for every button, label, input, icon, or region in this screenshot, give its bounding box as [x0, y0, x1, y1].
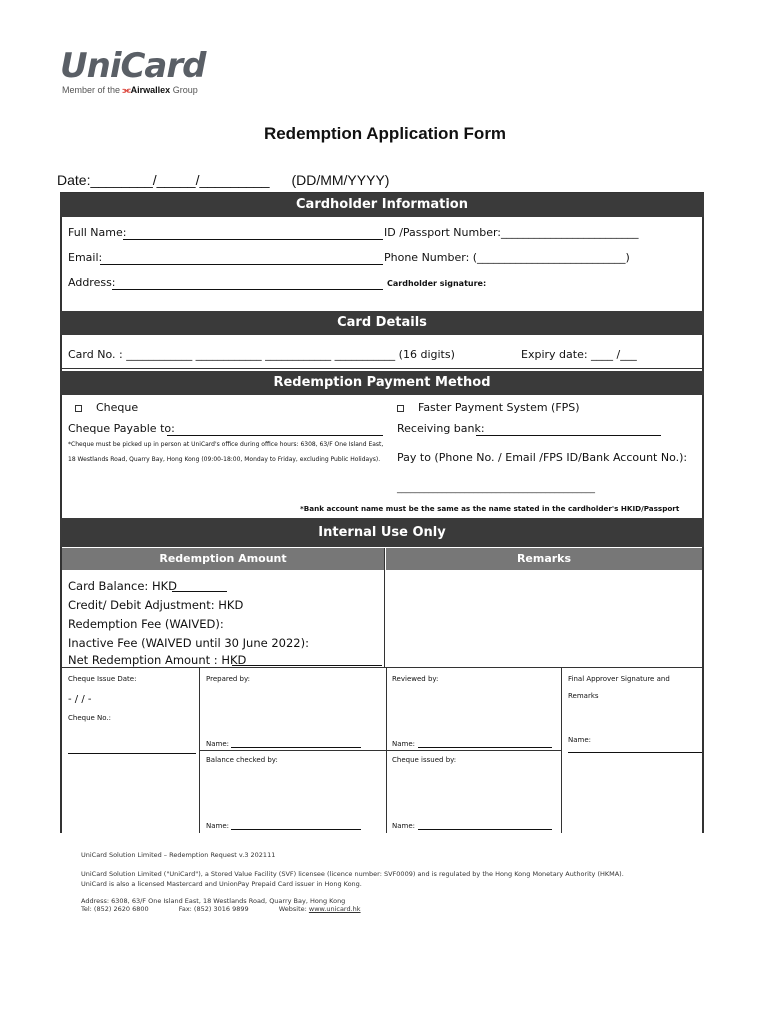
- cardholder-signature-field[interactable]: Cardholder signature:: [387, 279, 487, 288]
- footer-license-1: UniCard Solution Limited ("UniCard"), a Stored Value Facility (SVF) licensee (licence number: SVF0009) and is regulated by the Hong Kong Monetary Authority (HKMA).: [81, 870, 624, 878]
- grid-line: [561, 667, 562, 833]
- reviewed-by-label: Reviewed by:: [392, 675, 439, 683]
- cheque-option[interactable]: [75, 401, 138, 414]
- date-format: (DD/MM/YYYY): [291, 172, 390, 188]
- date-field[interactable]: [57, 172, 389, 188]
- card-details-heading: Card Details: [60, 311, 704, 335]
- redemption-amount-header: Redemption Amount: [62, 548, 384, 570]
- balance-checked-label: Balance checked by:: [206, 756, 278, 764]
- tagline-prefix: Member of the: [62, 85, 121, 95]
- cheque-issue-date-field[interactable]: - / / -: [68, 694, 92, 705]
- remarks-header: Remarks: [386, 548, 702, 570]
- fps-option[interactable]: [397, 401, 580, 414]
- final-approver-name-label: Name:: [568, 736, 592, 744]
- cheque-note-line2: 18 Westlands Road, Quarry Bay, Hong Kong (09:00-18:00, Monday to Friday, excluding Public Holidays).: [68, 456, 381, 463]
- date-label: Date:________/_____/_________: [57, 172, 270, 188]
- cheque-issued-name-field[interactable]: [418, 829, 552, 830]
- final-approver-name-field[interactable]: [568, 752, 702, 753]
- tagline-brand: Airwallex: [130, 85, 171, 95]
- grid-line: [199, 750, 561, 751]
- adjustment-label: Credit/ Debit Adjustment: HKD: [68, 598, 244, 612]
- balance-checked-name-label: Name:: [206, 822, 230, 830]
- id-passport-field[interactable]: ID /Passport Number:_________________________: [384, 226, 639, 239]
- divider: [60, 368, 704, 369]
- expiry-date-field[interactable]: Expiry date: ____ /___: [521, 348, 637, 361]
- redemption-fee-label: Redemption Fee (WAIVED):: [68, 617, 224, 631]
- footer-fax: Fax: (852) 3016 9899: [178, 905, 249, 913]
- cheque-checkbox[interactable]: [75, 405, 82, 412]
- grid-line: [60, 667, 704, 668]
- cheque-label: Cheque: [96, 401, 139, 414]
- pay-to-field[interactable]: ____________________________________________: [397, 484, 595, 494]
- cheque-issued-label: Cheque issued by:: [392, 756, 457, 764]
- prepared-by-name-label: Name:: [206, 740, 230, 748]
- footer-website-label: Website:: [278, 905, 307, 913]
- address-label: Address:: [68, 276, 116, 289]
- prepared-by-label: Prepared by:: [206, 675, 250, 683]
- footer-website-link[interactable]: www.unicard.hk: [308, 905, 361, 913]
- final-approver-remarks-label: Remarks: [568, 692, 599, 700]
- email-label: Email:: [68, 251, 103, 264]
- cheque-payable-label: Cheque Payable to:: [68, 422, 175, 435]
- footer-version: UniCard Solution Limited – Redemption Request v.3 202111: [81, 851, 276, 859]
- cheque-no-field[interactable]: [68, 753, 196, 754]
- bank-name-note: *Bank account name must be the same as the name stated in the cardholder's HKID/Passport: [300, 504, 680, 513]
- phone-field[interactable]: Phone Number: (___________________________): [384, 251, 630, 264]
- footer-license-2: UniCard is also a licensed Mastercard and UnionPay Prepaid Card issuer in Hong Kong.: [81, 880, 362, 888]
- inactive-fee-label: Inactive Fee (WAIVED until 30 June 2022):: [68, 636, 309, 650]
- airwallex-logo-icon: ⫘: [122, 85, 131, 95]
- pay-to-label: Pay to (Phone No. / Email /FPS ID/Bank Account No.):: [397, 451, 688, 464]
- cheque-payable-field[interactable]: [167, 435, 383, 436]
- receiving-bank-label: Receiving bank:: [397, 422, 485, 435]
- tagline-suffix: Group: [172, 85, 198, 95]
- address-field[interactable]: [112, 289, 383, 290]
- column-divider: [384, 548, 385, 667]
- card-balance-label: Card Balance: HKD: [68, 579, 177, 593]
- receiving-bank-field[interactable]: [476, 435, 661, 436]
- cheque-no-label: Cheque No.:: [68, 714, 112, 722]
- net-amount-label: Net Redemption Amount : HKD: [68, 653, 247, 667]
- fps-checkbox[interactable]: [397, 405, 404, 412]
- full-name-label: Full Name:: [68, 226, 127, 239]
- fps-label: Faster Payment System (FPS): [418, 401, 580, 414]
- card-balance-field[interactable]: [172, 591, 227, 592]
- footer-contact: [81, 905, 361, 913]
- cardholder-heading: Cardholder Information: [60, 193, 704, 217]
- footer-tel: Tel: (852) 2620 6800: [81, 905, 149, 913]
- internal-use-heading: Internal Use Only: [60, 518, 704, 547]
- reviewed-by-name-label: Name:: [392, 740, 416, 748]
- final-approver-label: Final Approver Signature and: [568, 675, 670, 683]
- footer-address: Address: 6308, 63/F One Island East, 18 Westlands Road, Quarry Bay, Hong Kong: [81, 897, 346, 905]
- full-name-field[interactable]: [123, 239, 383, 240]
- reviewed-by-name-field[interactable]: [418, 747, 552, 748]
- cheque-issued-name-label: Name:: [392, 822, 416, 830]
- balance-checked-name-field[interactable]: [231, 829, 361, 830]
- logo-tagline: [62, 85, 198, 96]
- cheque-note-line1: *Cheque must be picked up in person at UniCard's office during office hours: 6308, 63/F One Island East,: [68, 441, 384, 448]
- prepared-by-name-field[interactable]: [231, 747, 361, 748]
- form-title: Redemption Application Form: [263, 124, 507, 143]
- cheque-issue-date-label: Cheque Issue Date:: [68, 675, 137, 683]
- email-field[interactable]: [100, 264, 383, 265]
- card-number-field[interactable]: Card No. : ____________ ____________ ____________ ___________ (16 digits): [68, 348, 455, 361]
- payment-method-heading: Redemption Payment Method: [60, 371, 704, 395]
- unicard-logo: UniCard: [60, 46, 206, 86]
- net-amount-field[interactable]: [232, 665, 382, 666]
